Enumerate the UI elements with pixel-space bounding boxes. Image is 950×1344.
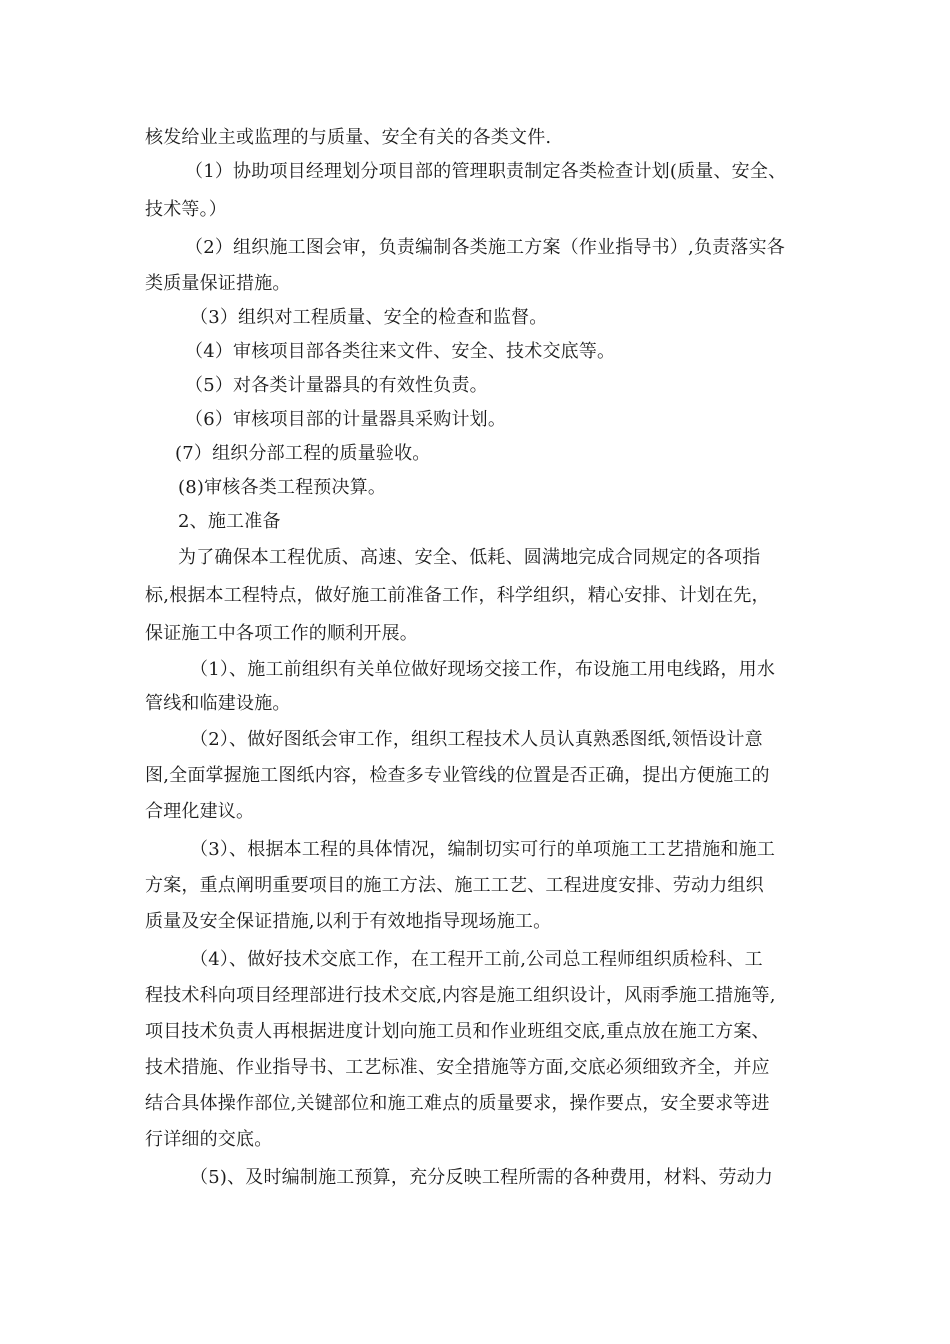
text-line: 为了确保本工程优质、高速、安全、低耗、圆满地完成合同规定的各项指 bbox=[178, 547, 761, 568]
text-line: 图,全面掌握施工图纸内容，检查多专业管线的位置是否正确，提出方便施工的 bbox=[145, 765, 770, 786]
text-line: 保证施工中各项工作的顺利开展。 bbox=[145, 623, 418, 644]
text-line: （2）、做好图纸会审工作，组织工程技术人员认真熟悉图纸,领悟设计意 bbox=[190, 729, 763, 750]
text-line: 标,根据本工程特点，做好施工前准备工作，科学组织，精心安排、计划在先， bbox=[145, 585, 770, 606]
text-line: (8)审核各类工程预决算。 bbox=[178, 477, 387, 498]
text-line: 核发给业主或监理的与质量、安全有关的各类文件. bbox=[145, 127, 552, 148]
text-line: （1）、施工前组织有关单位做好现场交接工作，布设施工用电线路，用水 bbox=[190, 659, 776, 680]
text-line: 程技术科向项目经理部进行技术交底,内容是施工组织设计，风雨季施工措施等, bbox=[145, 985, 776, 1006]
section-heading: 2、施工准备 bbox=[178, 511, 281, 532]
text-line: （5)、及时编制施工预算，充分反映工程所需的各种费用，材料、劳动力 bbox=[190, 1167, 774, 1188]
text-line: 质量及安全保证措施,以利于有效地指导现场施工。 bbox=[145, 911, 552, 932]
text-line: 结合具体操作部位,关键部位和施工难点的质量要求，操作要点，安全要求等进 bbox=[145, 1093, 770, 1114]
text-line: （1）协助项目经理划分项目部的管理职责制定各类检查计划(质量、安全、 bbox=[185, 161, 787, 182]
text-line: 技术等。） bbox=[145, 199, 227, 220]
text-line: 类质量保证措施。 bbox=[145, 273, 291, 294]
text-line: 行详细的交底。 bbox=[145, 1129, 273, 1150]
text-line: （4）审核项目部各类往来文件、安全、技术交底等。 bbox=[185, 341, 616, 362]
text-line: （3）、根据本工程的具体情况，编制切实可行的单项施工工艺措施和施工 bbox=[190, 839, 776, 860]
text-line: 技术措施、作业指导书、工艺标准、安全措施等方面,交底必须细致齐全，并应 bbox=[145, 1057, 770, 1078]
text-line: （5）对各类计量器具的有效性负责。 bbox=[185, 375, 488, 396]
text-line: （3）组织对工程质量、安全的检查和监督。 bbox=[190, 307, 548, 328]
text-line: 项目技术负责人再根据进度计划向施工员和作业班组交底,重点放在施工方案、 bbox=[145, 1021, 770, 1042]
text-line: 管线和临建设施。 bbox=[145, 693, 291, 714]
text-line: （2）组织施工图会审，负责编制各类施工方案（作业指导书）,负责落实各 bbox=[185, 237, 785, 258]
text-line: 合理化建议。 bbox=[145, 801, 255, 822]
text-line: （6）审核项目部的计量器具采购计划。 bbox=[185, 409, 507, 430]
text-line: （4）、做好技术交底工作，在工程开工前,公司总工程师组织质检科、工 bbox=[190, 949, 763, 970]
text-line: 方案，重点阐明重要项目的施工方法、施工工艺、工程进度安排、劳动力组织 bbox=[145, 875, 764, 896]
text-line: (7）组织分部工程的质量验收。 bbox=[175, 443, 431, 464]
